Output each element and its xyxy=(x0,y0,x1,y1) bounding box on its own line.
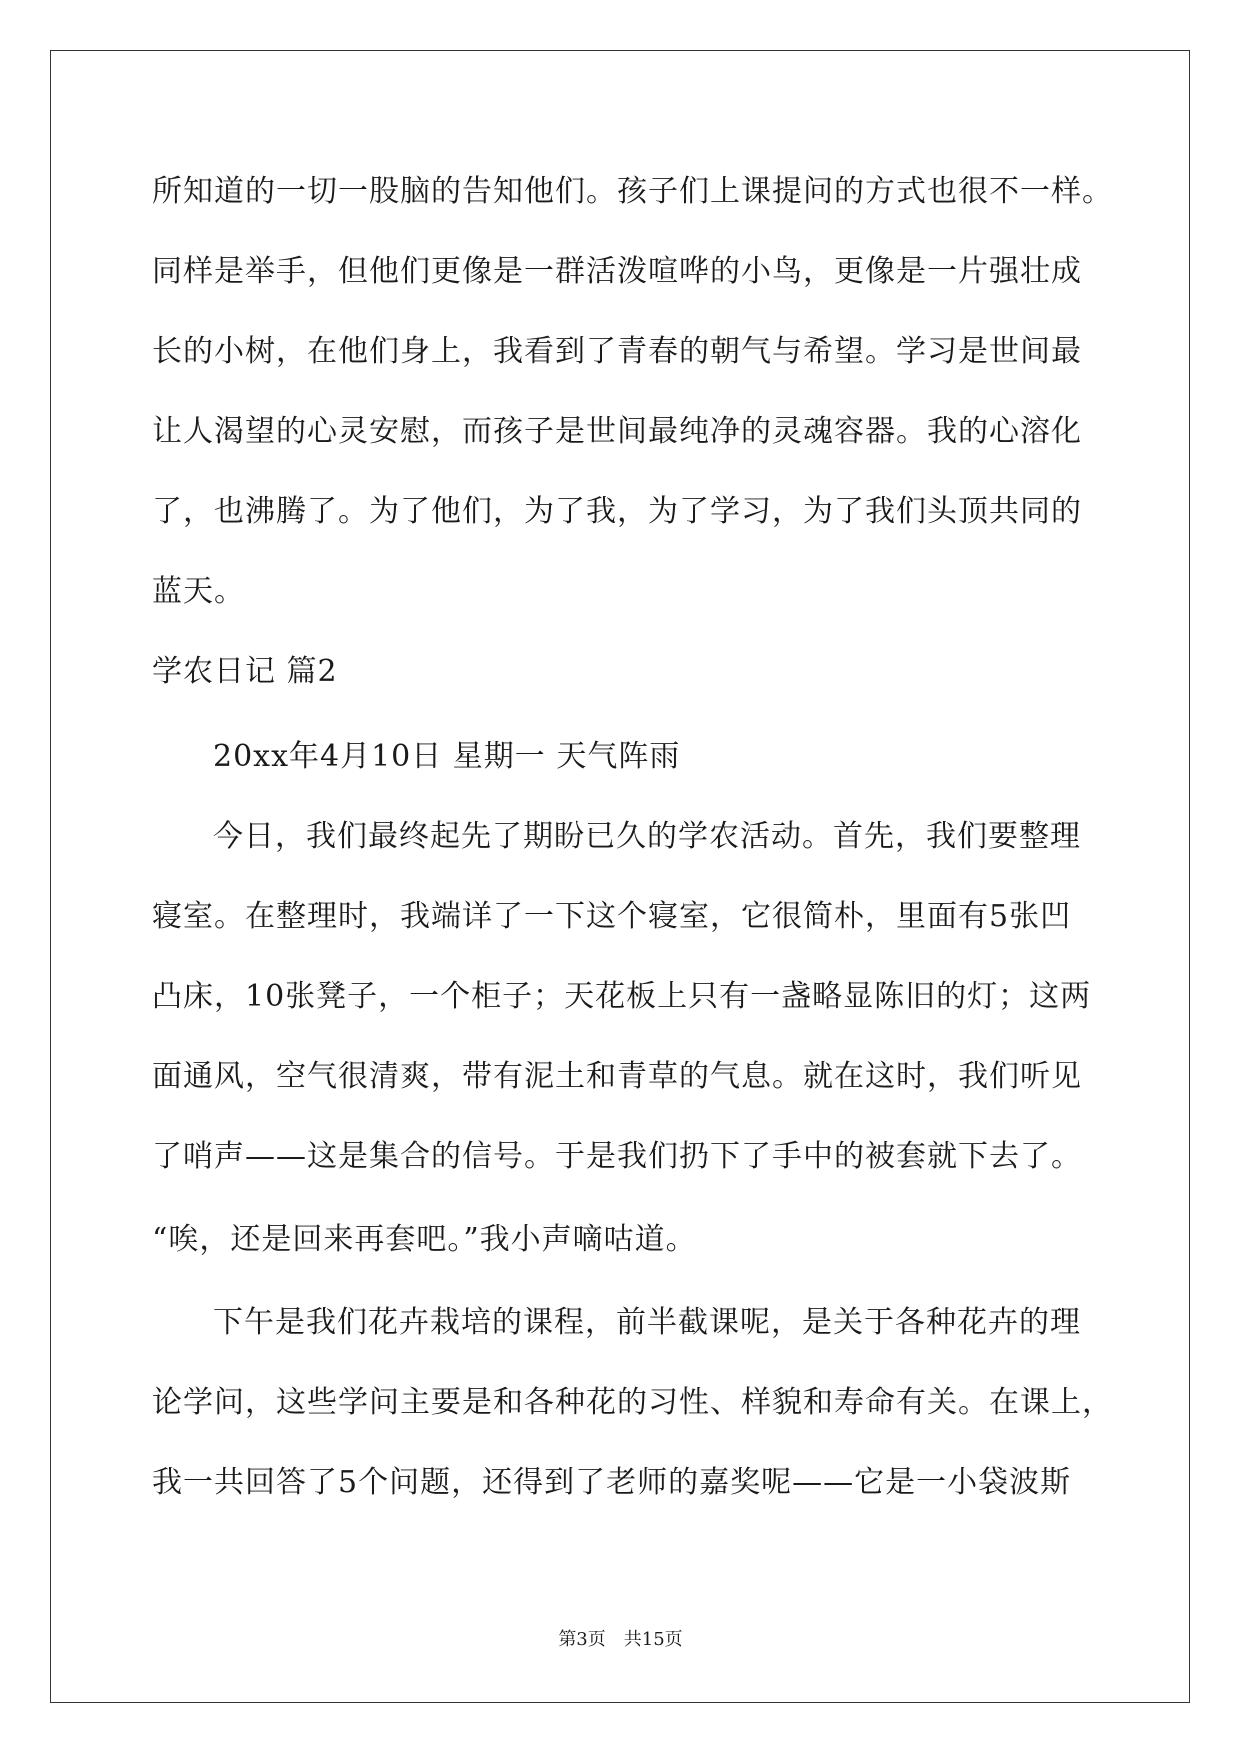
body-text-line: 凸床，10张凳子，一个柜子；天花板上只有一盏略显陈旧的灯；这两 xyxy=(152,979,1092,1014)
body-text-line: 面通风，空气很清爽，带有泥土和青草的气息。就在这时，我们听见 xyxy=(152,1059,1082,1094)
body-text-line: 让人渴望的心灵安慰，而孩子是世间最纯净的灵魂容器。我的心溶化 xyxy=(152,414,1082,449)
body-text-line: 了，也沸腾了。为了他们，为了我，为了学习，为了我们头顶共同的 xyxy=(152,494,1082,529)
body-text-line: “唉，还是回来再套吧。”我小声嘀咕道。 xyxy=(152,1222,697,1257)
body-text-line: 同样是举手，但他们更像是一群活泼喧哗的小鸟，更像是一片强壮成 xyxy=(152,254,1082,289)
body-text-line: 了哨声——这是集合的信号。于是我们扔下了手中的被套就下去了。 xyxy=(152,1139,1082,1174)
section-title: 学农日记 篇2 xyxy=(152,654,338,689)
body-text-line: 论学问，这些学问主要是和各种花的习性、样貌和寿命有关。在课上， xyxy=(152,1385,1113,1420)
body-text-line: 寝室。在整理时，我端详了一下这个寝室，它很简朴，里面有5张凹 xyxy=(152,899,1072,934)
body-text-line: 所知道的一切一股脑的告知他们。孩子们上课提问的方式也很不一样。 xyxy=(152,174,1113,209)
body-text-line: 蓝天。 xyxy=(152,574,245,609)
page-number: 第3页 共15页 xyxy=(558,1629,683,1650)
body-text-line: 下午是我们花卉栽培的课程，前半截课呢，是关于各种花卉的理 xyxy=(213,1305,1081,1340)
body-text-line: 长的小树，在他们身上，我看到了青春的朝气与希望。学习是世间最 xyxy=(152,334,1082,369)
body-text-line: 今日，我们最终起先了期盼已久的学农活动。首先，我们要整理 xyxy=(213,819,1081,854)
date-line: 20xx年4月10日 星期一 天气阵雨 xyxy=(213,739,681,774)
body-text-line: 我一共回答了5个问题，还得到了老师的嘉奖呢——它是一小袋波斯 xyxy=(152,1465,1072,1500)
page-border xyxy=(50,50,1190,1703)
